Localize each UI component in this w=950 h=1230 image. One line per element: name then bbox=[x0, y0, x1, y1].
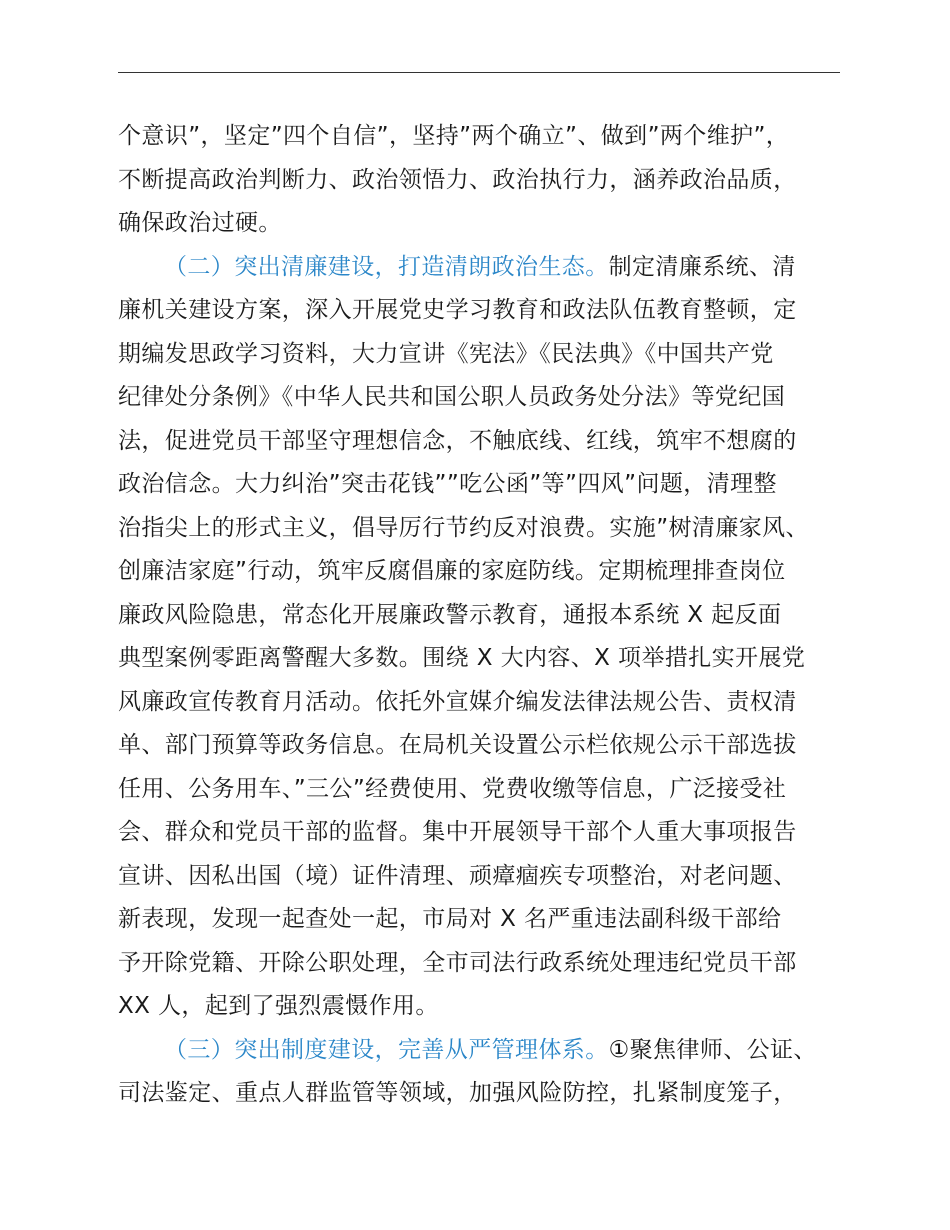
heading-line-rest: 制定清廉系统、清 bbox=[608, 253, 796, 280]
text-line: 不断提高政治判断力、政治领悟力、政治执行力，涵养政治品质， bbox=[118, 166, 797, 193]
text-line: 期编发思政学习资料，大力宣讲《宪法》《民法典》《中国共产党 bbox=[118, 340, 774, 367]
text-line: 纪律处分条例》《中华人民共和国公职人员政务处分法》等党纪国 bbox=[118, 384, 786, 410]
paragraph-3 bbox=[118, 1029, 858, 1116]
text-line: 典型案例零距离警醒大多数。围绕 X 大内容、X 项举措扎实开展党 bbox=[118, 645, 806, 671]
text-line: 政治信念。大力纠治”突击花钱””吃公函”等”四风”问题，清理整 bbox=[118, 471, 777, 497]
paragraph-first-line bbox=[118, 1029, 858, 1073]
text-line: 任用、公务用车、”三公”经费使用、党费收缴等信息，广泛接受社 bbox=[118, 775, 787, 802]
text-line: 确保政治过硬。 bbox=[118, 210, 282, 236]
text-line: 会、群众和党员干部的监督。集中开展领导干部个人重大事项报告 bbox=[118, 819, 797, 845]
text-line: 新表现，发现一起查处一起，市局对 X 名严重违法副科级干部给 bbox=[118, 906, 782, 932]
text-line: 法，促进党员干部坚守理想信念，不触底线、红线，筑牢不想腐的 bbox=[118, 427, 797, 454]
text-line: 予开除党籍、开除公职处理，全市司法行政系统处理违纪党员干部 bbox=[118, 949, 797, 976]
heading-line-rest: ①聚焦律师、公证、 bbox=[608, 1036, 817, 1063]
section-heading-3: （三）突出制度建设，完善从严管理体系。 bbox=[164, 1036, 609, 1063]
text-line: 风廉政宣传教育月活动。依托外宣媒介编发法律法规公告、责权清 bbox=[118, 688, 797, 715]
section-heading-2: （二）突出清廉建设，打造清朗政治生态。 bbox=[164, 253, 609, 280]
text-line: 司法鉴定、重点人群监管等领域，加强风险防控，扎紧制度笼子， bbox=[118, 1080, 797, 1106]
document-body bbox=[118, 115, 858, 1116]
text-line: 宣讲、因私出国（境）证件清理、顽瘴痼疾专项整治，对老问题、 bbox=[118, 862, 797, 889]
paragraph-1 bbox=[118, 115, 858, 246]
text-line: 治指尖上的形式主义，倡导厉行节约反对浪费。实施”树清廉家风、 bbox=[118, 514, 809, 541]
paragraph-first-line bbox=[118, 246, 858, 290]
text-line: 创廉洁家庭”行动，筑牢反腐倡廉的家庭防线。定期梳理排查岗位 bbox=[118, 558, 786, 584]
text-line: 廉机关建设方案，深入开展党史学习教育和政法队伍教育整顿，定 bbox=[118, 297, 797, 323]
paragraph-2 bbox=[118, 246, 858, 1029]
text-line: 个意识”，坚定”四个自信”，坚持”两个确立”、做到”两个维护”， bbox=[118, 123, 790, 149]
text-line: 廉政风险隐患，常态化开展廉政警示教育，通报本系统 X 起反面 bbox=[118, 601, 782, 628]
header-rule bbox=[118, 72, 840, 73]
text-line: XX 人，起到了强烈震慑作用。 bbox=[118, 993, 439, 1019]
text-line: 单、部门预算等政务信息。在局机关设置公示栏依规公示干部选拔 bbox=[118, 732, 797, 758]
